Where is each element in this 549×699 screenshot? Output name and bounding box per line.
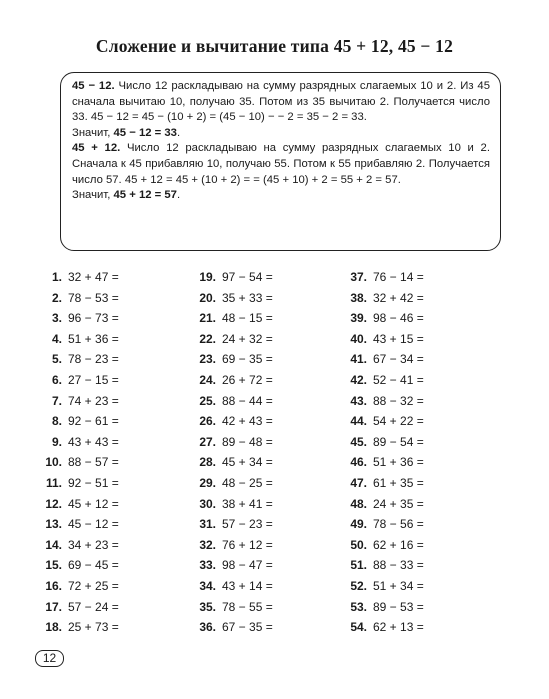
subtraction-explanation [72,79,490,126]
exercise-item [339,308,499,329]
exercise-expression: 32 + 42 = [373,290,424,305]
exercise-expression: 34 + 23 = [68,537,119,552]
rule-explanation-box [60,72,501,251]
exercise-expression: 62 + 16 = [373,537,424,552]
exercise-item [339,555,499,576]
exercise-item [339,288,499,309]
exercise-item [40,514,200,535]
exercise-expression: 62 + 13 = [373,620,424,635]
exercise-number: 22. [199,331,216,346]
exercise-number: 46. [350,455,367,470]
exercise-expression: 57 − 24 = [68,599,119,614]
exercise-expression: 35 + 33 = [222,290,273,305]
exercise-item [188,597,348,618]
exercise-number: 5. [51,352,62,367]
exercise-expression: 98 − 46 = [373,311,424,326]
exercise-expression: 78 − 53 = [68,290,119,305]
exercise-item [339,267,499,288]
exercise-number: 26. [199,414,216,429]
exercise-number: 21. [199,311,216,326]
exercise-number: 42. [350,372,367,387]
exercise-number: 45. [350,434,367,449]
exercise-item [339,349,499,370]
exercise-number: 28. [199,455,216,470]
exercise-number: 39. [350,311,367,326]
exercise-number: 20. [199,290,216,305]
exercise-expression: 26 + 72 = [222,372,273,387]
exercise-item [339,452,499,473]
exercise-item [188,391,348,412]
exercise-number: 32. [199,537,216,552]
exercise-expression: 57 − 23 = [222,517,273,532]
page-number: 12 [35,650,64,667]
exercise-item [188,494,348,515]
exercise-expression: 43 + 43 = [68,434,119,449]
exercise-expression: 89 − 54 = [373,434,424,449]
exercise-item [188,308,348,329]
exercise-number: 9. [51,434,62,449]
exercise-item [40,329,200,350]
exercise-number: 36. [199,620,216,635]
exercise-expression: 92 − 61 = [68,414,119,429]
exercise-number: 24. [199,372,216,387]
exercise-number: 49. [350,517,367,532]
exercise-number: 35. [199,599,216,614]
exercise-number: 29. [199,475,216,490]
exercise-expression: 74 + 23 = [68,393,119,408]
exercise-expression: 48 − 15 = [222,311,273,326]
exercise-item [188,370,348,391]
exercise-expression: 48 − 25 = [222,475,273,490]
exercise-expression: 97 − 54 = [222,270,273,284]
exercise-number: 12. [45,496,62,511]
exercise-item [339,432,499,453]
exercise-expression: 43 + 14 = [222,578,273,593]
exercise-expression: 76 − 14 = [373,270,424,284]
exercise-item [339,617,499,638]
exercise-expression: 88 − 57 = [68,455,119,470]
exercise-number: 47. [350,475,367,490]
exercise-number: 43. [350,393,367,408]
exercise-column-3 [339,267,499,638]
exercise-number: 11. [45,475,62,490]
exercise-number: 31. [199,517,216,532]
exercise-item [40,555,200,576]
exercise-number: 1. [51,270,62,284]
exercise-item [40,494,200,515]
exercise-number: 53. [350,599,367,614]
exercise-item [188,535,348,556]
exercise-item [188,452,348,473]
exercise-expression: 52 − 41 = [373,372,424,387]
exercise-expression: 24 + 32 = [222,331,273,346]
exercise-item [339,494,499,515]
exercise-item [188,329,348,350]
exercise-number: 17. [45,599,62,614]
exercise-expression: 76 + 12 = [222,537,273,552]
exercise-number: 3. [51,311,62,326]
exercise-column-2 [188,267,348,638]
exercise-number: 51. [350,558,367,573]
addition-explanation [72,141,490,188]
exercise-expression: 67 − 34 = [373,352,424,367]
subtraction-text: Число 12 раскладываю на сумму разрядных слагаемых 10 и 2. Из 45 сначала вычитаю 10, получаю 35. Потом из 35 вычитаю 2. Получается число 33. 45 − 12 = 45 − (10 + 2) = (45 − 10) − − 2 = 35 − 2 = 33. [72,80,490,124]
exercise-expression: 54 + 22 = [373,414,424,429]
exercise-item [40,308,200,329]
exercise-number: 54. [350,620,367,635]
exercise-expression: 92 − 51 = [68,475,119,490]
exercise-expression: 43 + 15 = [373,331,424,346]
exercise-expression: 88 − 33 = [373,558,424,573]
exercise-number: 16. [45,578,62,593]
addition-result: 45 + 12 = 57 [113,189,177,202]
addition-text: Число 12 раскладываю на сумму разрядных слагаемых 10 и 2. Сначала к 45 прибавляю 10, получаю 55. Потом к 55 прибавляю 2. Получается число 57. 45 + 12 = 45 + (10 + 2) = = (45 + 10) + 2 = 55 + 2 = 57. [72,142,490,186]
exercise-item [339,535,499,556]
exercise-expression: 61 + 35 = [373,475,424,490]
exercise-item [40,597,200,618]
exercise-item [339,597,499,618]
exercise-number: 48. [350,496,367,511]
exercise-item [40,432,200,453]
exercise-expression: 89 − 53 = [373,599,424,614]
exercise-item [339,370,499,391]
exercise-expression: 78 − 56 = [373,517,424,532]
exercise-number: 38. [350,290,367,305]
exercise-expression: 72 + 25 = [68,578,119,593]
exercise-number: 13. [45,517,62,532]
conclusion-prefix: Значит, [72,189,114,202]
exercise-number: 14. [45,537,62,552]
exercise-item [40,576,200,597]
exercise-expression: 88 − 32 = [373,393,424,408]
exercise-item [339,329,499,350]
exercise-expression: 45 + 34 = [222,455,273,470]
exercise-expression: 78 − 55 = [222,599,273,614]
exercise-expression: 42 + 43 = [222,414,273,429]
exercise-expression: 69 − 35 = [222,352,273,367]
exercise-expression: 98 − 47 = [222,558,273,573]
exercise-item [339,576,499,597]
exercise-number: 2. [51,290,62,305]
exercise-expression: 96 − 73 = [68,311,119,326]
exercise-number: 6. [51,372,62,387]
exercise-number: 7. [51,393,62,408]
exercise-number: 41. [350,352,367,367]
exercise-item [40,391,200,412]
exercise-number: 37. [350,270,367,284]
exercise-expression: 38 + 41 = [222,496,273,511]
exercise-expression: 25 + 73 = [68,620,119,635]
exercise-number: 52. [350,578,367,593]
exercise-number: 18. [45,620,62,635]
exercise-item [40,349,200,370]
exercise-column-1 [40,267,200,638]
subtraction-conclusion [72,126,490,142]
exercise-item [40,411,200,432]
conclusion-prefix: Значит, [72,126,114,139]
exercise-item [40,288,200,309]
exercise-item [188,288,348,309]
exercise-expression: 24 + 35 = [373,496,424,511]
exercise-expression: 45 − 12 = [68,517,119,532]
exercise-item [40,473,200,494]
exercise-number: 34. [199,578,216,593]
exercise-expression: 78 − 23 = [68,352,119,367]
exercise-expression: 69 − 45 = [68,558,119,573]
exercise-item [188,576,348,597]
exercise-number: 8. [51,414,62,429]
exercise-item [188,555,348,576]
exercise-number: 40. [350,331,367,346]
exercise-number: 10. [45,455,62,470]
exercise-expression: 32 + 47 = [68,270,119,284]
exercise-item [188,432,348,453]
exercise-expression: 89 − 48 = [222,434,273,449]
subtraction-result: 45 − 12 = 33 [113,126,177,139]
exercise-expression: 88 − 44 = [222,393,273,408]
page-title: Сложение и вычитание типа 45 + 12, 45 − 12 [95,36,454,56]
conclusion-suffix: . [176,126,181,139]
exercise-number: 27. [199,434,216,449]
exercise-number: 15. [45,558,62,573]
exercise-number: 25. [199,393,216,408]
exercise-expression: 51 + 34 = [373,578,424,593]
conclusion-suffix: . [176,189,181,202]
exercise-item [339,411,499,432]
exercise-item [188,349,348,370]
exercise-number: 33. [199,558,216,573]
exercise-item [339,391,499,412]
exercise-number: 4. [51,331,62,346]
exercise-item [188,267,348,288]
exercise-number: 50. [350,537,367,552]
exercise-expression: 51 + 36 = [373,455,424,470]
exercise-item [40,535,200,556]
exercise-item [40,617,200,638]
exercise-item [188,514,348,535]
exercise-item [339,473,499,494]
exercise-item [40,370,200,391]
exercise-item [40,452,200,473]
addition-heading: 45 + 12. [72,142,121,155]
exercise-number: 23. [199,352,216,367]
exercise-item [188,473,348,494]
exercise-expression: 45 + 12 = [68,496,119,511]
exercise-item [188,617,348,638]
exercise-number: 19. [199,270,216,284]
exercise-expression: 67 − 35 = [222,620,273,635]
exercise-item [339,514,499,535]
exercise-number: 44. [350,414,367,429]
exercise-item [40,267,200,288]
exercise-item [188,411,348,432]
addition-conclusion [72,188,490,204]
subtraction-heading: 45 − 12. [72,80,115,92]
exercise-expression: 27 − 15 = [68,372,119,387]
exercise-number: 30. [199,496,216,511]
exercise-expression: 51 + 36 = [68,331,119,346]
